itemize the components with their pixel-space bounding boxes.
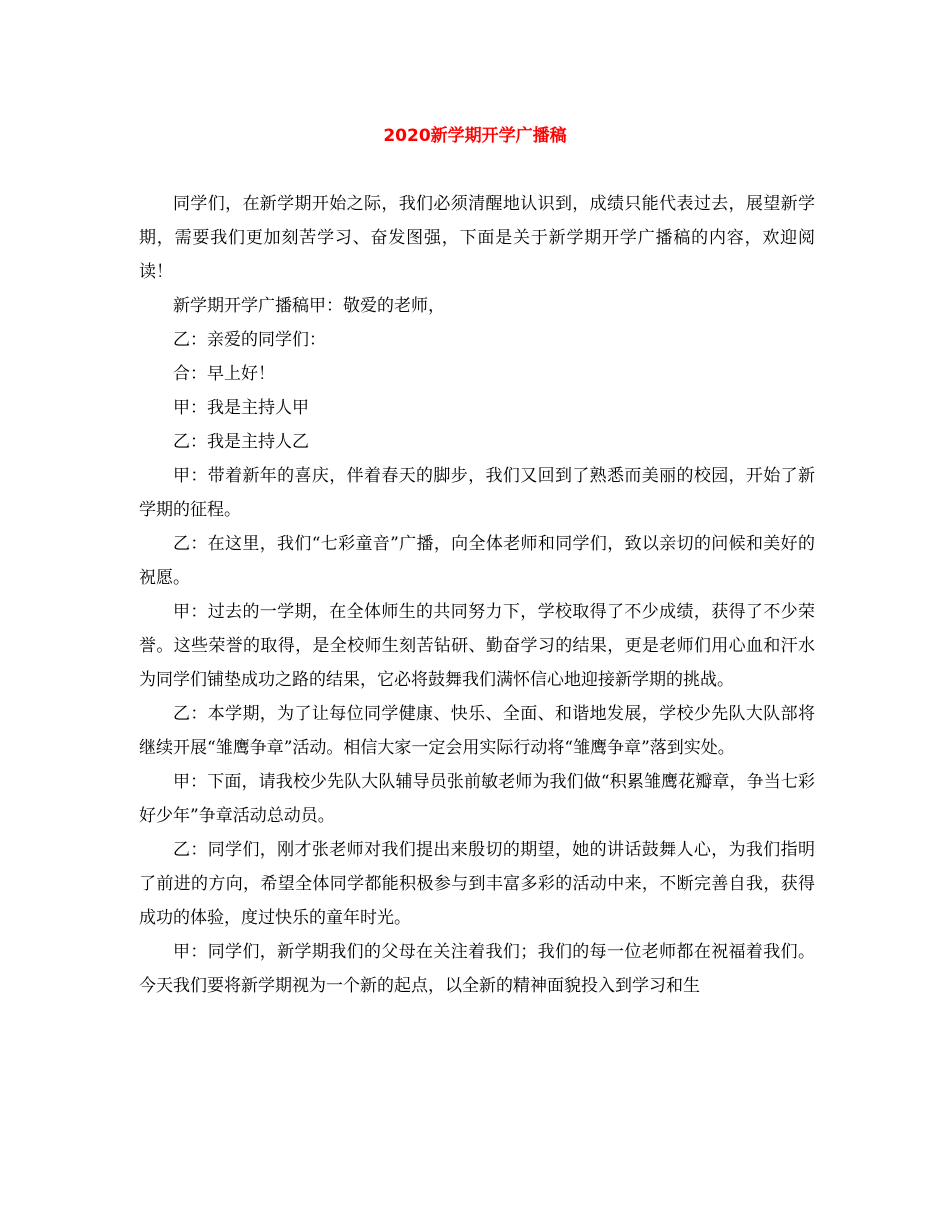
document-body: [139, 187, 815, 1003]
paragraph: 乙：本学期，为了让每位同学健康、快乐、全面、和谐地发展，学校少先队大队部将继续开展“雏鹰争章”活动。相信大家一定会用实际行动将“雏鹰争章”落到实处。: [139, 704, 815, 758]
paragraph: 合：早上好！: [173, 364, 275, 384]
paragraph: 甲：我是主持人甲: [173, 398, 309, 418]
paragraph: 同学们，在新学期开始之际，我们必须清醒地认识到，成绩只能代表过去，展望新学期，需要我们更加刻苦学习、奋发图强，下面是关于新学期开学广播稿的内容，欢迎阅读！: [139, 194, 815, 282]
paragraph: 甲：带着新年的喜庆，伴着春天的脚步，我们又回到了熟悉而美丽的校园，开始了新学期的征程。: [139, 466, 815, 520]
paragraph: 乙：在这里，我们“七彩童音”广播，向全体老师和同学们，致以亲切的问候和美好的祝愿。: [139, 534, 815, 588]
document-title: 2020新学期开学广播稿: [383, 126, 567, 146]
paragraph: 甲：下面，请我校少先队大队辅导员张前敏老师为我们做“积累雏鹰花瓣章，争当七彩好少年”争章活动总动员。: [139, 772, 815, 826]
paragraph: 甲：同学们，新学期我们的父母在关注着我们；我们的每一位老师都在祝福着我们。今天我们要将新学期视为一个新的起点，以全新的精神面貌投入到学习和生: [139, 942, 815, 996]
paragraph: 新学期开学广播稿甲：敬爱的老师，: [173, 296, 445, 316]
paragraph: 乙：同学们，刚才张老师对我们提出来殷切的期望，她的讲话鼓舞人心，为我们指明了前进的方向，希望全体同学都能积极参与到丰富多彩的活动中来，不断完善自我，获得成功的体验，度过快乐的童年时光。: [139, 840, 815, 928]
paragraph: 乙：我是主持人乙: [173, 432, 309, 452]
paragraph: 乙：亲爱的同学们：: [173, 330, 326, 350]
paragraph: 甲：过去的一学期，在全体师生的共同努力下，学校取得了不少成绩，获得了不少荣誉。这些荣誉的取得，是全校师生刻苦钻研、勤奋学习的结果，更是老师们用心血和汗水为同学们铺垫成功之路的结果，它必将鼓舞我们满怀信心地迎接新学期的挑战。: [139, 602, 815, 690]
